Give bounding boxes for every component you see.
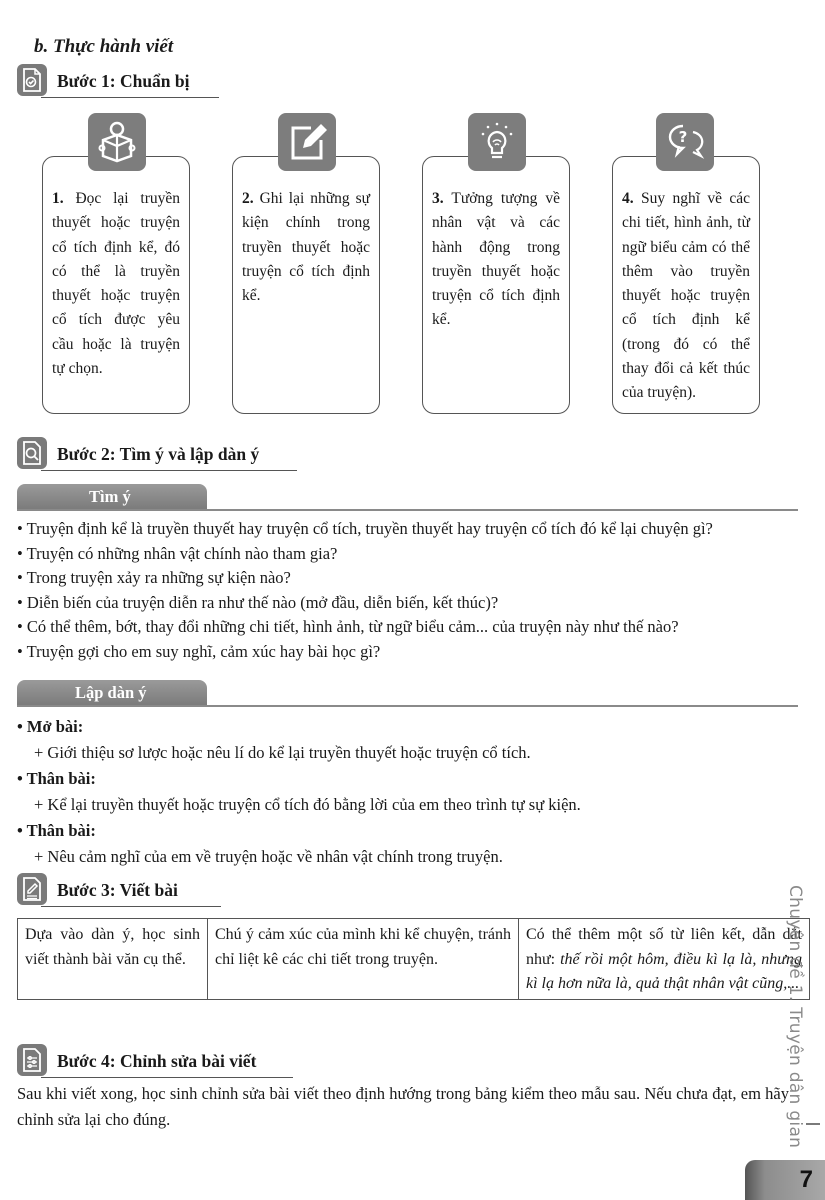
step-2-label: Bước 2: Tìm ý và lập dàn ý — [57, 444, 260, 464]
prep-card-2-text: 2. Ghi lại những sự kiện chính trong truyền thuyết hoặc truyện cổ tích định kể. — [242, 190, 371, 305]
section-title: b. Thực hành viết — [34, 36, 174, 57]
step-3-heading — [17, 873, 207, 907]
page-number-tab — [745, 1160, 825, 1200]
document-search-icon — [17, 437, 47, 469]
prep-card-3 — [422, 156, 570, 414]
page-number: 7 — [799, 1166, 813, 1193]
table-cell: Có thể thêm một số từ liên kết, dẫn dắt như: thế rồi một hôm, điều kì lạ là, nhưng kì lạ hơn nữa là, quả thật nhân vật cũng,... — [519, 919, 810, 1000]
outline-item: + Nêu cảm nghĩ của em về truyện hoặc về nhân vật chính trong truyện. — [34, 847, 503, 866]
tim-y-list — [17, 517, 713, 664]
outline-item: + Kể lại truyền thuyết hoặc truyện cổ tích đó bằng lời của em theo trình tự sự kiện. — [34, 795, 581, 814]
viet-bai-table — [17, 918, 810, 1000]
prep-card-1 — [42, 156, 190, 414]
table-cell: Chú ý cảm xúc của mình khi kể chuyện, tránh chỉ liệt kê các chi tiết trong truyện. — [208, 919, 519, 1000]
prep-card-3-text: 3. Tưởng tượng về nhân vật và các hành động trong truyền thuyết hoặc truyện cổ tích định kể. — [432, 190, 560, 329]
divider — [17, 705, 798, 707]
step-underline — [41, 470, 297, 471]
list-item: • Truyện gợi cho em suy nghĩ, cảm xúc hay bài học gì? — [17, 641, 381, 661]
step-4-label: Bước 4: Chỉnh sửa bài viết — [57, 1051, 257, 1071]
outline-list — [17, 714, 581, 870]
step-4-heading — [17, 1044, 287, 1078]
table-row — [18, 919, 810, 1000]
prep-card-2 — [232, 156, 380, 414]
chinh-sua-paragraph: Sau khi viết xong, học sinh chỉnh sửa bài viết theo định hướng trong bảng kiểm theo mẫu sau. Nếu chưa đạt, em hãy chỉnh sửa lại cho đúng. — [17, 1084, 789, 1129]
svg-text:?: ? — [678, 128, 688, 146]
list-item: • Diễn biến của truyện diễn ra như thế nào (mở đầu, diễn biến, kết thúc)? — [17, 592, 499, 612]
divider — [17, 509, 798, 511]
tim-y-tab: Tìm ý — [17, 484, 207, 510]
lightbulb-icon — [468, 113, 526, 171]
step-underline — [41, 906, 221, 907]
prep-card-4-text: 4. Suy nghĩ về các chi tiết, hình ảnh, từ ngữ biểu cảm có thể thêm vào truyền thuyết hoặc truyện cổ tích định kể (trong đó có thể thay đổi cả kết thúc của truyện). — [622, 190, 750, 402]
outline-heading: • Thân bài: — [17, 769, 96, 788]
outline-heading: • Mở bài: — [17, 717, 84, 736]
prep-card-4 — [612, 156, 760, 414]
list-item: • Có thể thêm, bớt, thay đổi những chi tiết, hình ảnh, từ ngữ biểu cảm... của truyện này như thế nào? — [17, 617, 679, 636]
outline-item: + Giới thiệu sơ lược hoặc nêu lí do kể lại truyền thuyết hoặc truyện cổ tích. — [34, 743, 531, 762]
chapter-side-label: Chuyên đề 1. Truyện dân gian — [785, 885, 805, 1149]
step-underline — [41, 1077, 293, 1078]
document-sliders-icon — [17, 1044, 47, 1076]
question-chat-icon — [656, 113, 714, 171]
step-1-label: Bước 1: Chuẩn bị — [57, 71, 190, 91]
prep-card-1-text: 1. Đọc lại truyền thuyết hoặc truyện cổ tích định kể, đó có thể là truyền thuyết hoặc truyện cổ tích được yêu cầu hoặc là truyện tự chọn. — [52, 190, 181, 378]
step-3-label: Bước 3: Viết bài — [57, 880, 178, 900]
edit-note-icon — [278, 113, 336, 171]
side-divider — [806, 1123, 820, 1125]
lap-dan-y-tab: Lập dàn ý — [17, 680, 207, 706]
step-underline — [41, 97, 219, 98]
step-1-heading — [17, 64, 202, 98]
document-pen-icon — [17, 873, 47, 905]
step-2-heading — [17, 437, 282, 471]
list-item: • Truyện có những nhân vật chính nào tham gia? — [17, 543, 338, 563]
list-item: • Trong truyện xảy ra những sự kiện nào? — [17, 568, 291, 587]
person-reading-book-icon — [88, 113, 146, 171]
outline-heading: • Thân bài: — [17, 821, 96, 840]
document-check-icon — [17, 64, 47, 96]
list-item: • Truyện định kể là truyền thuyết hay truyện cổ tích, truyền thuyết hay truyện cổ tích đó kể lại chuyện gì? — [17, 519, 713, 538]
table-cell: Dựa vào dàn ý, học sinh viết thành bài văn cụ thể. — [18, 919, 208, 1000]
